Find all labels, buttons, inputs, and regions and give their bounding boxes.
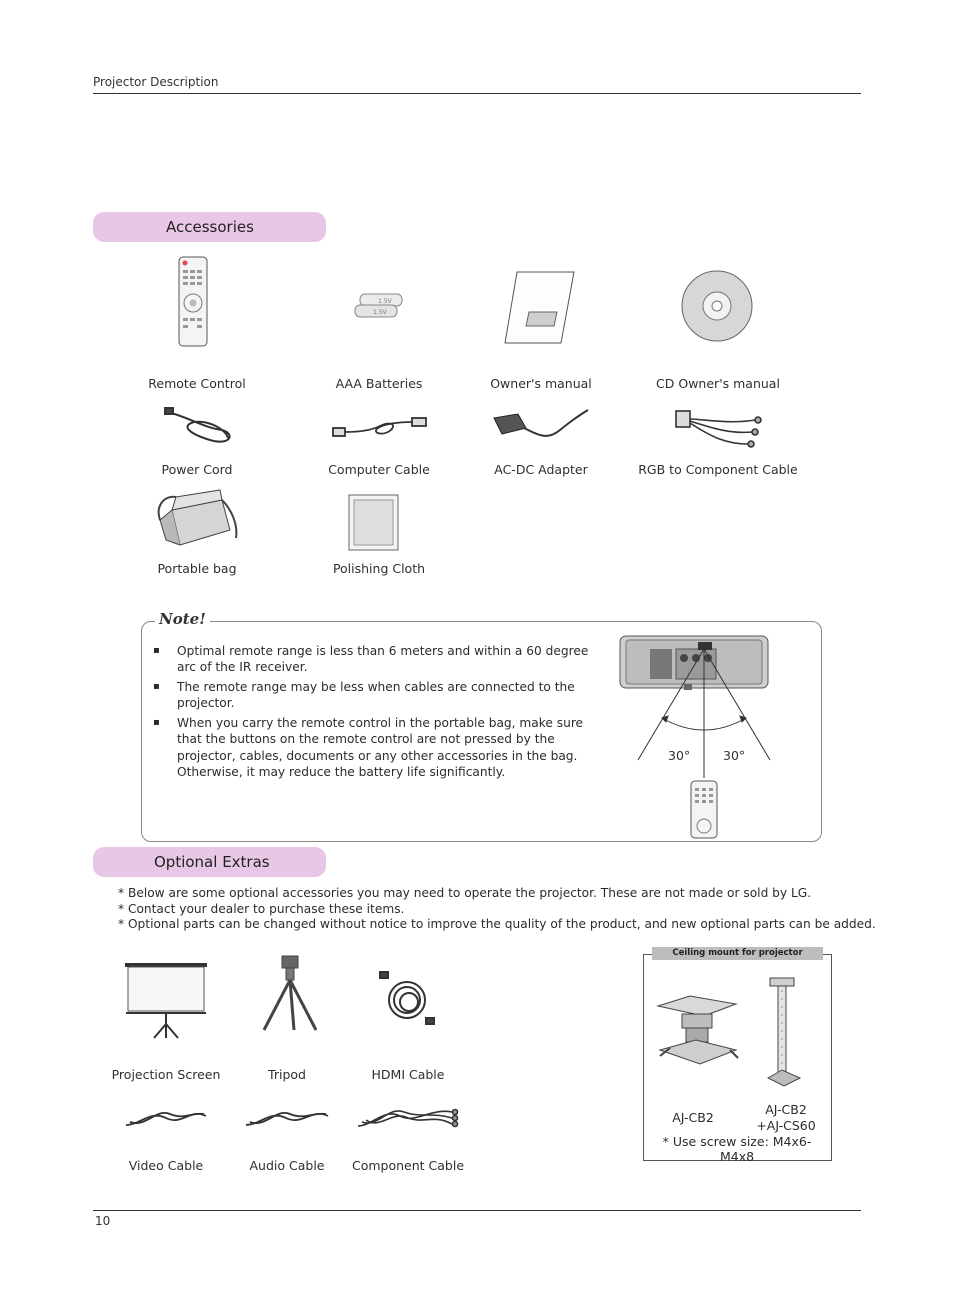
note-title: Note!	[155, 610, 210, 628]
mount-model-b-line2: +AJ-CS60	[756, 1118, 816, 1133]
caption-audio-cable: Audio Cable	[249, 1158, 325, 1173]
caption-rgb-component-cable: RGB to Component Cable	[638, 462, 798, 477]
page-number: 10	[95, 1214, 111, 1228]
intro-line: * Below are some optional accessories you may need to operate the projector. These are not made or sold by LG.	[118, 886, 812, 900]
ceiling-mount-title: Ceiling mount for projector	[652, 947, 823, 960]
intro-line: * Optional parts can be changed without notice to improve the quality of the product, and new optional parts can be added.	[118, 917, 876, 932]
svg-text:1.5V: 1.5V	[378, 298, 392, 305]
caption-power-cord: Power Cord	[161, 462, 233, 477]
caption-portable-bag: Portable bag	[157, 561, 237, 576]
note-bullet: ▪ The remote range may be less when cables are connected to the projector.	[153, 679, 598, 712]
caption-cd-owners-manual: CD Owner's manual	[656, 376, 780, 391]
caption-aaa-batteries: AAA Batteries	[335, 376, 423, 391]
running-header: Projector Description	[93, 75, 219, 89]
mount-model-b-line1: AJ-CB2	[765, 1102, 807, 1117]
angle-right-label: 30°	[723, 748, 746, 763]
caption-video-cable: Video Cable	[128, 1158, 204, 1173]
note-bullet: ▪ When you carry the remote control in the portable bag, make sure that the buttons on the remote control are not pressed by the projector, cables, documents or any other accessories in the bag. Otherwise, it may reduce the battery life significantly.	[153, 715, 598, 780]
caption-projection-screen: Projection Screen	[111, 1067, 221, 1082]
caption-tripod: Tripod	[268, 1067, 306, 1082]
caption-computer-cable: Computer Cable	[328, 462, 430, 477]
caption-ac-dc-adapter: AC-DC Adapter	[494, 462, 588, 477]
ceiling-mount-short-icon	[658, 996, 738, 1064]
accessories-heading-text: Accessories	[166, 218, 254, 236]
svg-text:1.5V: 1.5V	[373, 309, 387, 316]
ceiling-mount-long-icon	[768, 978, 800, 1086]
footer-rule	[93, 1210, 861, 1211]
angle-left-label: 30°	[668, 748, 691, 763]
mount-model-a: AJ-CB2	[672, 1110, 714, 1125]
note-bullet: ▪ Optimal remote range is less than 6 meters and within a 60 degree arc of the IR receiver.	[153, 643, 598, 676]
intro-line: * Contact your dealer to purchase these items.	[118, 901, 405, 916]
mount-screw-note: * Use screw size: M4x6-M4x8	[662, 1134, 812, 1164]
caption-component-cable: Component Cable	[351, 1158, 465, 1173]
caption-remote-control: Remote Control	[148, 376, 246, 391]
caption-hdmi-cable: HDMI Cable	[371, 1067, 445, 1082]
caption-polishing-cloth: Polishing Cloth	[332, 561, 426, 576]
caption-owners-manual: Owner's manual	[490, 376, 592, 391]
optional-extras-heading-text: Optional Extras	[154, 853, 270, 871]
